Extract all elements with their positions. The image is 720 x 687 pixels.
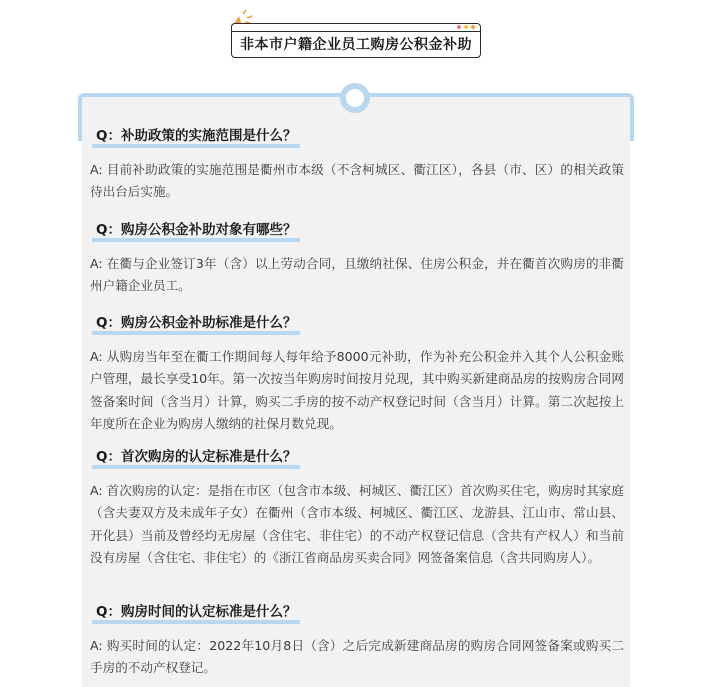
- title-window-bar: [232, 24, 480, 32]
- faq-question: Q：首次购房的认定标准是什么？: [92, 445, 300, 468]
- faq-answer: A: 购买时间的认定：2022年10月8日（含）之后完成新建商品房的购房合同网签备案或购买二手房的不动产权登记。: [90, 638, 624, 676]
- faq-item: [90, 600, 624, 680]
- dot-red-icon: [457, 25, 461, 29]
- faq-question: Q：购房公积金补助对象有哪些？: [92, 218, 300, 241]
- dot-yellow-icon: [464, 25, 468, 29]
- faq-question: Q：补助政策的实施范围是什么？: [92, 124, 300, 147]
- faq-item: [90, 445, 624, 570]
- faq-answer: A: 在衢与企业签订3年（含）以上劳动合同，且缴纳社保、住房公积金，并在衢首次购房的非衢州户籍企业员工。: [90, 256, 624, 294]
- faq-item: [90, 124, 624, 204]
- faq-question: Q：购房时间的认定标准是什么？: [92, 600, 300, 623]
- title-box: [231, 23, 481, 58]
- faq-answer: A: 首次购房的认定：是指在市区（包含市本级、柯城区、衢江区）首次购买住宅，购房时其家庭（含夫妻双方及未成年子女）在衢州（含市本级、柯城区、衢江区、龙游县、江山市、常山县、开化县）当前及曾经均无房屋（含住宅、非住宅）的不动产权登记信息（含共有产权人）和当前没有房屋（含住宅、非住宅）的《浙江省商品房买卖合同》网签备案信息（含共同购房人）。: [90, 483, 624, 566]
- faq-item: [90, 218, 624, 298]
- title-banner: [229, 8, 485, 60]
- dot-orange-icon: [471, 25, 475, 29]
- faq-question: Q：购房公积金补助标准是什么？: [92, 311, 300, 334]
- faq-answer: A: 从购房当年至在衢工作期间每人每年给予8000元补助，作为补充公积金并入其个人公积金账户管理，最长享受10年。第一次按当年购房时间按月兑现，其中购买新建商品房的按购房合同网签备案时间（含当月）计算，购买二手房的按不动产权登记时间（含当月）计算。第二次起按上年度所在企业为购房人缴纳的社保月数兑现。: [90, 349, 624, 432]
- ring-icon: [340, 83, 370, 113]
- faq-item: [90, 311, 624, 436]
- page-title: 非本市户籍企业员工购房公积金补助: [240, 37, 472, 53]
- window-dots: [457, 25, 475, 29]
- faq-answer: A: 目前补助政策的实施范围是衢州市本级（不含柯城区、衢江区），各县（市、区）的相关政策待出台后实施。: [90, 162, 624, 200]
